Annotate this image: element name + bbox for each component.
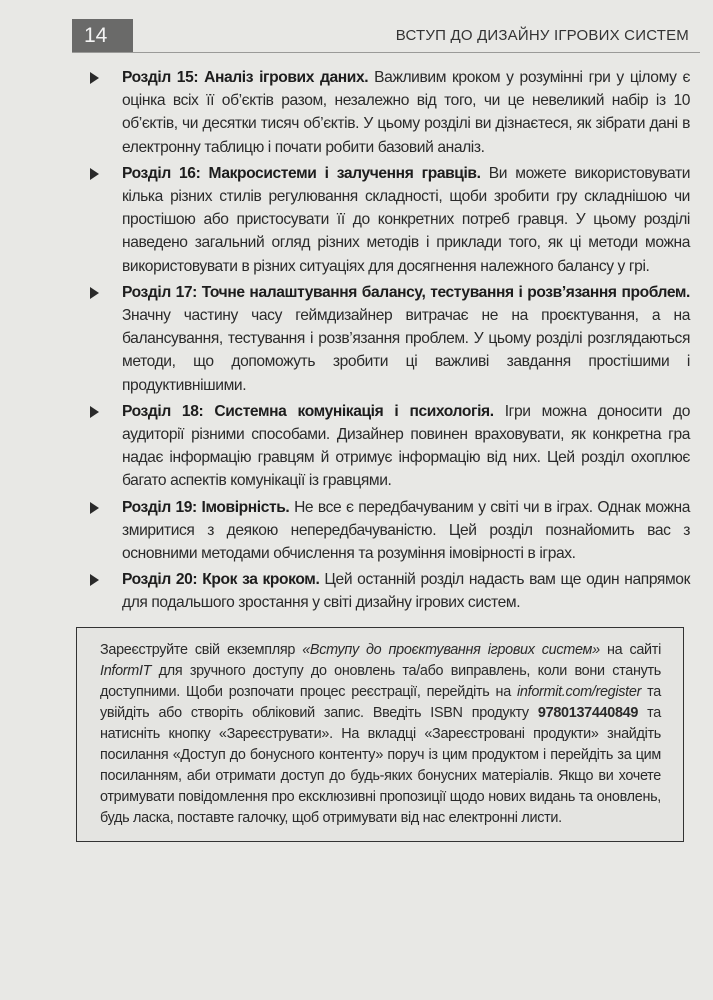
text-segment: для зручного доступу до оновлень та/або виправлень, коли вони стануть доступними. Щоби розпочати процес реєстрації, перейдіть на (100, 662, 661, 700)
chapter-title: Розділ 18: Системна комунікація і психологія. (122, 402, 494, 420)
site-name: InformIT (100, 662, 152, 679)
registration-box (76, 627, 684, 842)
chapter-description: Важливим кроком у розумінні гри у цілому є оцінка всіх її об’єктів разом, незалежно від того, чи це невеликий набір із 10 об’єктів, чи десятки тисяч об’єктів. У цьому розділі ви дізнаєтеся, як зібрати дані в електронну таблицю і почати робити базовий аналіз. (122, 69, 691, 156)
chapter-item-16 (88, 162, 690, 278)
chapter-description: Ви можете використовувати кілька різних стилів регулювання складності, щоби зробити гру складнішою чи простішою або пристосувати її до конкретних потреб гравця. У цьому розділі наведено загальний огляд різних методів і приклади того, як ці методи можна використовувати в різних ситуаціях для досягнення належного балансу у грі. (122, 164, 690, 275)
triangle-bullet-icon (90, 502, 99, 514)
chapter-title: Розділ 20: Крок за кроком. (122, 571, 320, 589)
triangle-bullet-icon (90, 168, 99, 180)
chapter-description: Ігри можна доносити до аудиторії різними способами. Дизайнер повинен враховувати, як конкретна гра надає інформацію гравцям й отримує інформацію від них. Цей розділ охоплює багато аспектів комунікації із гравцями. (122, 402, 690, 490)
register-url: informit.com/register (517, 683, 642, 700)
header-rule (72, 52, 700, 53)
chapter-title: Розділ 16: Макросистеми і залучення гравців. (122, 164, 481, 182)
chapter-item-17 (88, 281, 690, 397)
page-number: 14 (72, 19, 133, 52)
text-segment: та натисніть кнопку «Зареєструвати». На вкладці «Зареєстровані продукти» знайдіть посилання «Доступ до бонусного контенту» поруч із цим продуктом і перейдіть за цим посиланням, аби отримати доступ до будь-яких бонусних матеріалів. Якщо ви хочете отримувати повідомлення про ексклюзивні пропозиції щодо нових видань та оновлень, будь ласка, поставте галочку, щоб отримувати від нас електронні листи. (100, 704, 662, 826)
chapter-item-19 (88, 496, 690, 566)
triangle-bullet-icon (90, 72, 99, 84)
chapter-description: Значну частину часу геймдизайнер витрачає не на проєктування, а на балансування, тестування і розв’язання проблем. У цьому розділі розглядаються методи, що допоможуть зробити ці важливі завдання простішими і продуктивнішими. (122, 307, 690, 394)
registration-text (100, 640, 661, 829)
triangle-bullet-icon (90, 574, 99, 586)
isbn: 9780137440849 (537, 704, 639, 721)
chapter-list (88, 66, 690, 615)
text-segment: Зареєструйте свій екземпляр (100, 641, 303, 658)
triangle-bullet-icon (90, 287, 99, 299)
chapter-item-18 (88, 400, 690, 493)
chapter-title: Розділ 15: Аналіз ігрових даних. (122, 69, 369, 86)
text-segment: на сайті (599, 641, 661, 658)
triangle-bullet-icon (90, 406, 99, 418)
page-content (76, 66, 696, 842)
chapter-title: Розділ 17: Точне налаштування балансу, тестування і розв’язання проблем. (122, 283, 690, 301)
chapter-item-15 (88, 66, 690, 159)
text-segment: та увійдіть або створіть обліковий запис. Введіть ISBN продукту (100, 683, 661, 721)
book-title: «Вступу до проєктування ігрових систем» (302, 641, 600, 658)
chapter-description: Цей останній розділ надасть вам ще один напрямок для подальшого зростання у світі дизайну ігрових систем. (122, 571, 690, 612)
chapter-title: Розділ 19: Імовірність. (122, 498, 290, 516)
running-title: ВСТУП ДО ДИЗАЙНУ ІГРОВИХ СИСТЕМ (395, 27, 689, 44)
chapter-item-20 (88, 568, 690, 614)
chapter-description: Не все є передбачуваним у світі чи в іграх. Однак можна змиритися з деякою непередбачуваністю. Цей розділ познайомить вас з основними методами обчислення та розуміння імовірності в іграх. (122, 498, 690, 563)
